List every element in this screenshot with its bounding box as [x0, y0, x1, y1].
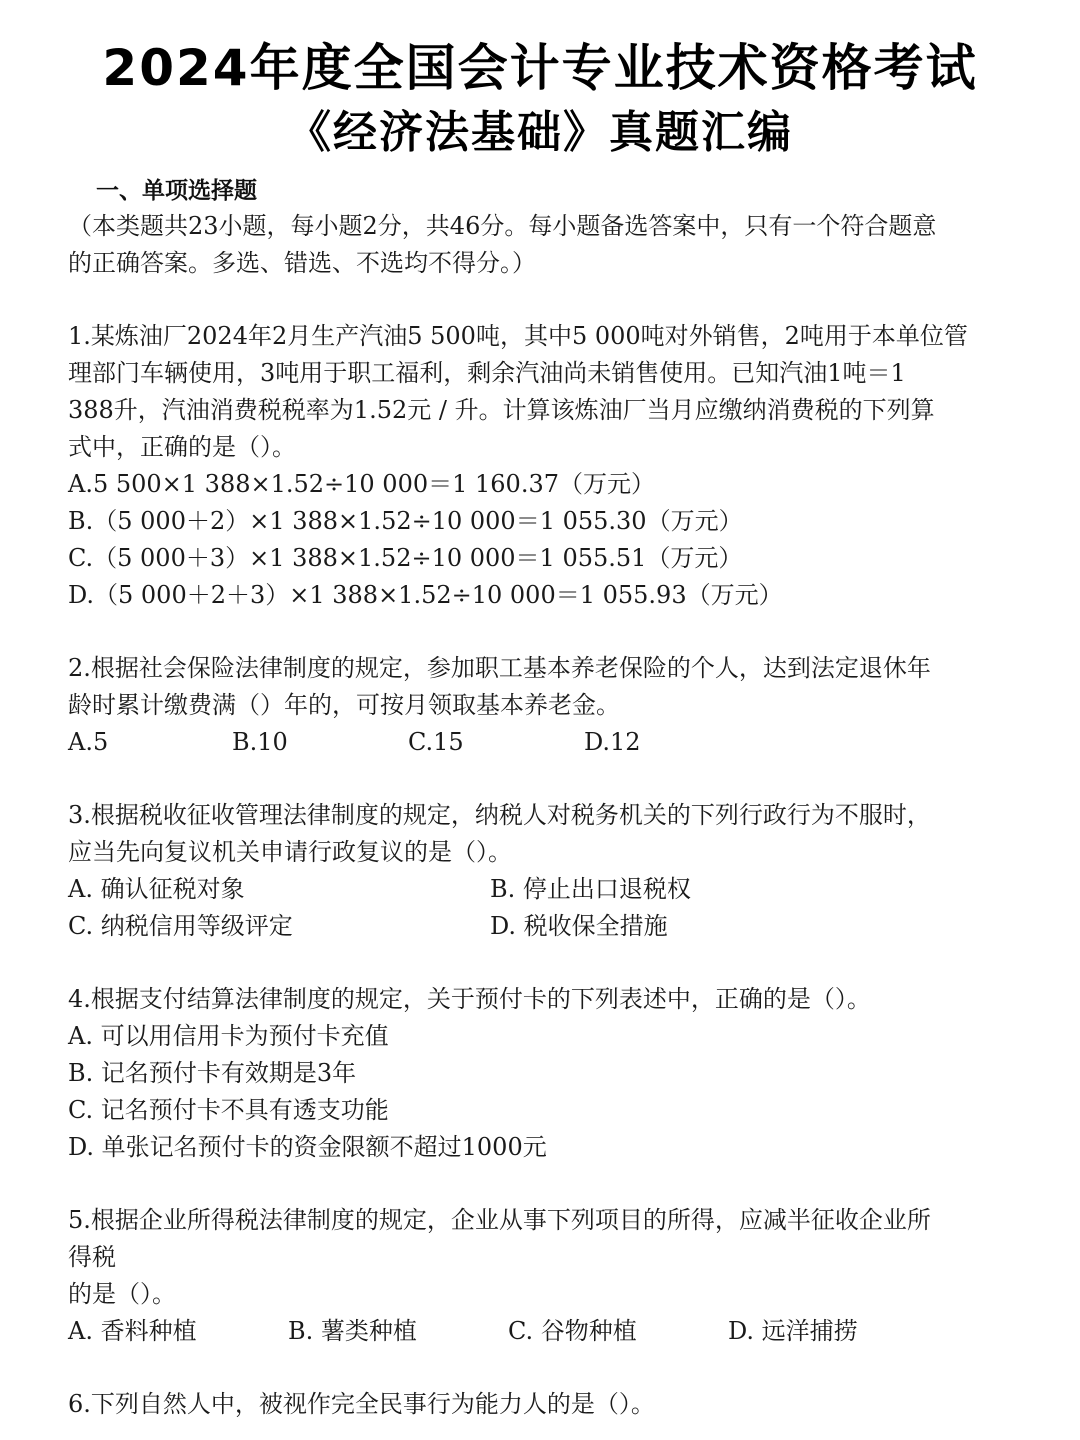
question-4-stem-line: 4.根据支付结算法律制度的规定，关于预付卡的下列表述中，正确的是（）。 — [68, 985, 871, 1013]
question-3-option-b: B. 停止出口退税权 — [490, 875, 691, 903]
question-5-stem-line: 的是（）。 — [68, 1280, 176, 1308]
question-2-option-d: D.12 — [584, 728, 641, 756]
question-4-option-a: A. 可以用信用卡为预付卡充值 — [68, 1022, 389, 1050]
question-3-stem-line: 3.根据税收征收管理法律制度的规定，纳税人对税务机关的下列行政行为不服时， — [68, 801, 931, 829]
question-5-stem-line: 得税 — [68, 1243, 116, 1271]
question-5-option-a: A. 香料种植 — [68, 1317, 197, 1345]
question-1-stem-line: 理部门车辆使用，3吨用于职工福利，剩余汽油尚未销售使用。已知汽油1吨＝1 — [68, 359, 906, 387]
question-4-option-d: D. 单张记名预付卡的资金限额不超过1000元 — [68, 1133, 547, 1161]
section-instructions-line: （本类题共23小题，每小题2分，共46分。每小题备选答案中，只有一个符合题意 — [68, 212, 937, 240]
question-6-stem-line: 6.下列自然人中，被视作完全民事行为能力人的是（）。 — [68, 1390, 655, 1418]
question-1-option-a: A.5 500×1 388×1.52÷10 000＝1 160.37（万元） — [68, 470, 655, 498]
question-2-option-b: B.10 — [232, 728, 288, 756]
question-2-stem-line: 2.根据社会保险法律制度的规定，参加职工基本养老保险的个人，达到法定退休年 — [68, 654, 931, 682]
question-1-option-b: B.（5 000＋2）×1 388×1.52÷10 000＝1 055.30（万元） — [68, 507, 743, 535]
question-3-stem-line: 应当先向复议机关申请行政复议的是（）。 — [68, 838, 512, 866]
question-3-option-c: C. 纳税信用等级评定 — [68, 912, 293, 940]
question-2-option-c: C.15 — [408, 728, 464, 756]
question-3-option-d: D. 税收保全措施 — [490, 912, 668, 940]
question-5-option-d: D. 远洋捕捞 — [728, 1317, 858, 1345]
question-4-option-b: B. 记名预付卡有效期是3年 — [68, 1059, 357, 1087]
question-3-option-a: A. 确认征税对象 — [68, 875, 245, 903]
question-1-stem-line: 388升，汽油消费税税率为1.52元 / 升。计算该炼油厂当月应缴纳消费税的下列算 — [68, 396, 935, 424]
question-5-option-c: C. 谷物种植 — [508, 1317, 637, 1345]
question-1-option-c: C.（5 000＋3）×1 388×1.52÷10 000＝1 055.51（万元） — [68, 544, 743, 572]
section-title: 一、单项选择题 — [96, 178, 257, 204]
question-2-option-a: A.5 — [68, 728, 109, 756]
question-2-stem-line: 龄时累计缴费满（）年的，可按月领取基本养老金。 — [68, 691, 620, 719]
page-subtitle: 《经济法基础》真题汇编 — [287, 107, 793, 158]
question-1-option-d: D.（5 000＋2＋3）×1 388×1.52÷10 000＝1 055.93（万元） — [68, 581, 783, 609]
question-1-stem-line: 1.某炼油厂2024年2月生产汽油5 500吨，其中5 000吨对外销售，2吨用于本单位管 — [68, 322, 968, 350]
question-1-stem-line: 式中，正确的是（）。 — [68, 433, 296, 461]
question-4-option-c: C. 记名预付卡不具有透支功能 — [68, 1096, 389, 1124]
question-5-option-b: B. 薯类种植 — [288, 1317, 417, 1345]
section-instructions-line: 的正确答案。多选、错选、不选均不得分。） — [68, 249, 536, 277]
question-5-stem-line: 5.根据企业所得税法律制度的规定，企业从事下列项目的所得，应减半征收企业所 — [68, 1206, 931, 1234]
page-title: 2024年度全国会计专业技术资格考试 — [102, 39, 978, 97]
